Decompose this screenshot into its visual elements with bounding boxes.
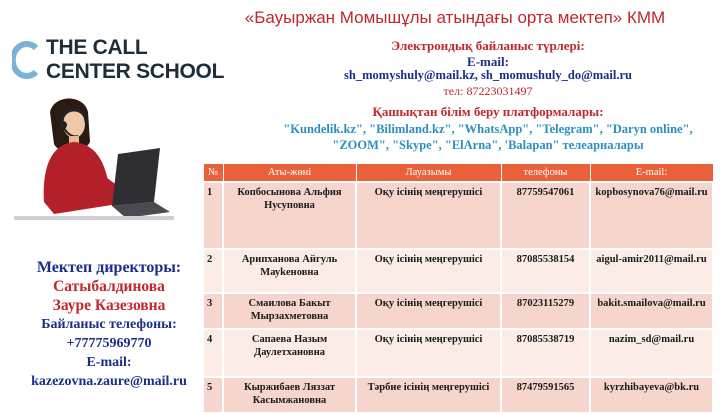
staff-phone: 87023115279 [501,293,590,329]
staff-phone: 87479591565 [501,377,590,413]
page-title: «Бауыржан Момышұлы атындағы орта мектеп» КММ [244,8,666,27]
platforms-list-line2: "ZOOM", "Skype", "ElArna", 'Balapan" телеарналары [332,138,644,152]
row-number: 5 [203,377,223,413]
staff-email: kopbosynova76@mail.ru [590,182,713,249]
staff-phone: 87085538719 [501,329,590,377]
email-label: E-mail: [467,54,509,69]
staff-phone: 87759547061 [501,182,590,249]
table-row [203,329,713,377]
row-number: 4 [203,329,223,377]
director-phone-label: Байланыс телефоны: [41,317,177,332]
phone-number: 87223031497 [466,84,533,98]
staff-email: kyrzhibayeva@bk.ru [590,377,713,413]
staff-position: Оқу ісінің меңгерушісі [356,182,501,249]
col-header-position: Лауазымы [356,164,501,183]
logo-text-line2: CENTER SCHOOL [46,60,225,83]
col-header-name: Аты-жөні [223,164,356,183]
school-emails: sh_momyshuly@mail.kz, sh_momushuly_do@mail.ru [344,68,632,82]
col-header-number: № [203,164,223,183]
director-email-label: E-mail: [86,355,132,370]
director-info [14,258,204,391]
row-number: 3 [203,293,223,329]
staff-position: Оқу ісінің меңгерушісі [356,329,501,377]
school-logo [12,36,252,86]
row-number: 1 [203,182,223,249]
col-header-phone: телефоны [501,164,590,183]
director-label: Мектеп директоры: [36,259,182,276]
staff-position: Оқу ісінің меңгерушісі [356,249,501,293]
director-phone: +77775969770 [66,336,152,351]
table-row [203,377,713,413]
school-phone [258,84,718,99]
staff-name: Смаилова Бакыт Мырзахметовна [223,293,356,329]
col-header-email: E-mail: [590,164,713,183]
staff-contacts-table [202,163,714,414]
table-header-row [203,164,713,183]
staff-position: Оқу ісінің меңгерушісі [356,293,501,329]
row-number: 2 [203,249,223,293]
platforms-heading: Қашықтан білім беру платформалары: [372,104,604,119]
table-row [203,182,713,249]
table-row [203,249,713,293]
staff-phone: 87085538154 [501,249,590,293]
logo-ring-icon [12,40,42,80]
staff-email: aigul-amir2011@mail.ru [590,249,713,293]
platforms-list-line1: "Kundelik.kz", "Bilimland.kz", "WhatsApp", "Telegram", "Daryn online", [283,122,693,136]
contacts-heading: Электрондық байланыс түрлері: [391,38,585,53]
staff-position: Тәрбие ісінің меңгерушісі [356,377,501,413]
director-name-line1: Сатыбалдинова [53,278,165,295]
call-center-operator-image [14,92,174,232]
staff-name: Кыржибаев Ляззат Касымжановна [223,377,356,413]
staff-email: bakit.smailova@mail.ru [590,293,713,329]
staff-name: Сапаева Назым Даулетхановна [223,329,356,377]
director-name-line2: Зауре Казезовна [52,297,166,314]
staff-name: Копбосынова Альфия Нусуповна [223,182,356,249]
director-email: kazezovna.zaure@mail.ru [31,374,187,389]
staff-email: nazim_sd@mail.ru [590,329,713,377]
logo-text-line1: THE CALL [46,36,148,59]
table-row [203,293,713,329]
staff-name: Арипханова Айгуль Мауkеновна [223,249,356,293]
phone-label: тел: [443,84,464,98]
